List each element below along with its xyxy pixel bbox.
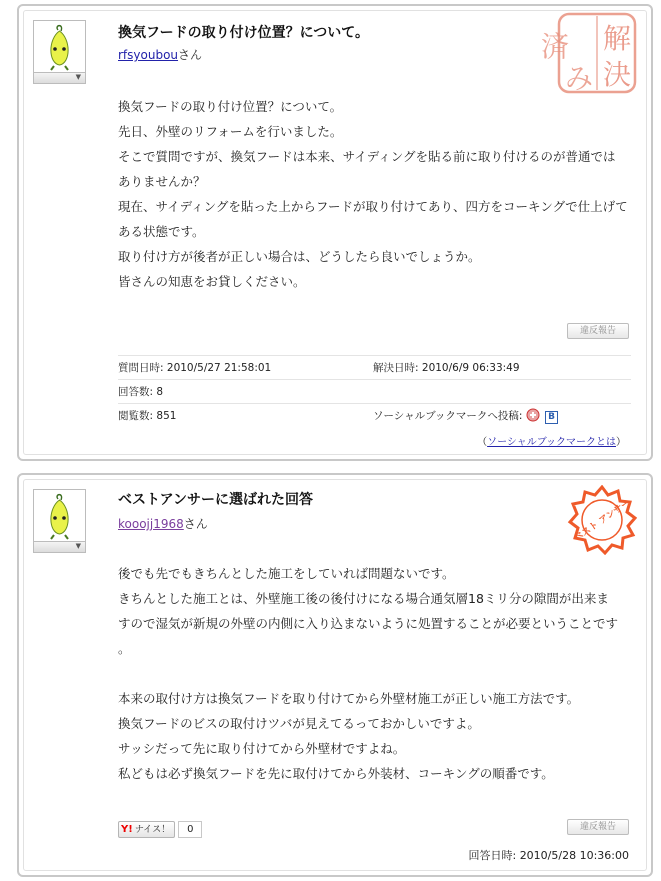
question-line: 換気フードの取り付け位置？について。 (118, 99, 343, 114)
question-line: そこで質問ですが、換気フードは本来、サイディングを貼る前に取り付けるのが普通では (118, 149, 616, 164)
avatar-menu-toggle[interactable] (33, 73, 86, 84)
answer-report-button[interactable]: 違反報告 (567, 819, 629, 835)
sprout-mascot-icon (34, 490, 85, 541)
views-label: 閲覧数: (118, 410, 154, 422)
answers-label: 回答数: (118, 386, 154, 398)
question-line: 先日、外壁のリフォームを行いました。 (118, 124, 343, 139)
badge-text: ベスト アンサー (572, 497, 633, 544)
stamp-char-3: 決 (603, 58, 632, 91)
social-about-prefix: （ (477, 437, 488, 448)
views-value: 851 (156, 410, 177, 422)
answer-line: きちんとした施工とは、外壁施工後の後付けになる場合通気層18ミリ分の隙間が出来ま (118, 591, 609, 606)
stamp-char-4: み (565, 62, 594, 95)
asked-value: 2010/5/27 21:58:01 (166, 362, 272, 374)
meta-row-views (118, 403, 631, 428)
yahoo-logo-icon: Y! (121, 824, 133, 835)
question-line: 皆さんの知恵をお貸しください。 (118, 274, 306, 289)
avatar-image (33, 489, 86, 542)
answered-date (468, 847, 629, 863)
answer-line: 本来の取付け方は換気フードを取り付けてから外壁材施工が正しい施工方法です。 (118, 691, 580, 706)
social-about-suffix: ） (616, 437, 626, 448)
asked-label: 質問日時: (118, 362, 164, 374)
hatena-bookmark-icon[interactable]: B (545, 411, 558, 424)
answer-line: すので湿気が新規の外壁の内側に入り込まないように処置することが必要ということです (118, 616, 619, 631)
answers-value: 8 (156, 386, 164, 398)
answer-line: サッシだって先に取り付けてから外壁材ですよね。 (118, 741, 406, 756)
social-about-link[interactable]: ソーシャルブックマークとは (487, 437, 616, 448)
yahoo-bookmark-icon[interactable] (526, 408, 540, 422)
answer-line: 私どもは必ず換気フードを先に取付けてから外装材、コーキングの順番です。 (118, 766, 554, 781)
question-line: ありませんか？ (118, 174, 206, 189)
answer-line: 後でも先でもきちんとした施工をしていれば問題ないです。 (118, 566, 455, 581)
question-line: 取り付け方が後者が正しい場合は、どうしたら良いでしょうか。 (118, 249, 481, 264)
social-label: ソーシャルブックマークへ投稿: (373, 410, 523, 422)
asker-user-suffix: さん (178, 48, 203, 62)
answer-line: 。 (118, 641, 131, 656)
social-about (477, 433, 626, 448)
avatar-image (33, 20, 86, 73)
answered-value: 2010/5/28 10:36:00 (519, 849, 629, 862)
answer-line: 換気フードのビスの取付けツバが見えてるっておかしいですよ。 (118, 716, 480, 731)
resolved-stamp-icon (539, 12, 639, 96)
nice-count: 0 (178, 821, 202, 838)
avatar-menu-toggle[interactable] (33, 542, 86, 553)
nice-button[interactable] (118, 821, 175, 838)
asker-avatar[interactable] (33, 20, 86, 87)
asker-user (118, 46, 202, 63)
question-panel (17, 4, 653, 461)
sprout-mascot-icon (34, 21, 85, 72)
question-line: ある状態です。 (118, 224, 205, 239)
answerer-user-suffix: さん (183, 517, 208, 531)
question-title: 換気フードの取り付け位置？について。 (118, 25, 370, 41)
nice-label: ナイス！ (134, 825, 171, 835)
answerer-avatar[interactable] (33, 489, 86, 556)
answered-label: 回答日時: (468, 849, 517, 862)
social-bookmark (373, 404, 558, 428)
answerer-user-link[interactable]: kooojj1968 (118, 517, 184, 531)
best-answer-title: ベストアンサーに選ばれた回答 (118, 492, 314, 508)
question-line: 現在、サイディングを貼った上からフードが取り付けてあり、四方をコーキングで仕上げて (118, 199, 628, 214)
best-answer-badge-icon (567, 485, 637, 555)
nice-widget (118, 821, 202, 838)
answerer-user (118, 515, 208, 532)
chevron-down-icon: ▼ (75, 542, 81, 550)
question-report-button[interactable]: 違反報告 (567, 323, 629, 339)
resolved-value: 2010/6/9 06:33:49 (421, 362, 520, 374)
answer-line (118, 661, 638, 686)
meta-row-dates (118, 355, 631, 380)
best-answer-body (118, 561, 638, 786)
resolved-label: 解決日時: (373, 362, 419, 374)
stamp-char-1: 解 (603, 22, 632, 55)
asker-user-link[interactable]: rfsyoubou (118, 48, 179, 62)
question-body (118, 94, 638, 294)
stamp-char-2: 済 (541, 30, 570, 63)
best-answer-panel (17, 473, 653, 877)
meta-row-answers (118, 379, 631, 404)
chevron-down-icon: ▼ (75, 73, 81, 81)
resolved-date (373, 356, 520, 380)
